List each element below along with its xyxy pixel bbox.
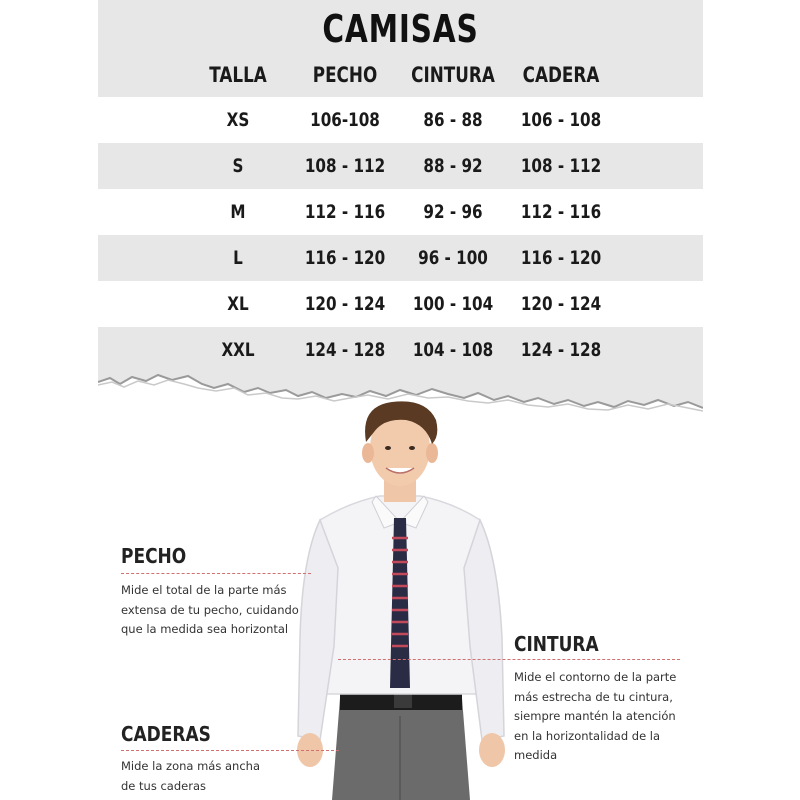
pants-shape <box>332 698 470 800</box>
cell-cintura: 88 - 92 <box>423 155 483 177</box>
pecho-guide-line <box>121 573 311 574</box>
cell-talla: XL <box>227 293 249 315</box>
cell-cintura: 92 - 96 <box>423 201 483 223</box>
cell-cadera: 112 - 116 <box>520 201 602 223</box>
cell-cadera: 108 - 112 <box>520 155 602 177</box>
cell-cintura: 86 - 88 <box>423 109 483 131</box>
pecho-title: PECHO <box>121 544 187 568</box>
header-cadera: CADERA <box>522 63 600 87</box>
cell-cintura: 96 - 100 <box>418 247 488 269</box>
model-illustration <box>280 398 520 800</box>
cell-cadera: 106 - 108 <box>520 109 602 131</box>
cell-pecho: 120 - 124 <box>304 293 386 315</box>
cell-cadera: 124 - 128 <box>520 339 602 361</box>
cintura-title: CINTURA <box>514 632 599 656</box>
cell-talla: L <box>233 247 243 269</box>
caderas-title: CADERAS <box>121 722 211 746</box>
cell-talla: S <box>232 155 244 177</box>
cell-cadera: 116 - 120 <box>520 247 602 269</box>
cell-talla: XXL <box>221 339 255 361</box>
cell-pecho: 116 - 120 <box>304 247 386 269</box>
chart-title: CAMISAS <box>322 7 479 51</box>
header-talla: TALLA <box>209 63 267 87</box>
cell-cintura: 100 - 104 <box>412 293 494 315</box>
cintura-description: Mide el contorno de la parte más estrecha de tu cintura, siempre mantén la atención en la horizontalidad de la medida <box>514 670 677 762</box>
cell-talla: XS <box>226 109 250 131</box>
cell-pecho: 106-108 <box>310 109 380 131</box>
cell-cadera: 120 - 124 <box>520 293 602 315</box>
cell-talla: M <box>230 201 246 223</box>
size-chart <box>98 0 703 420</box>
caderas-description: Mide la zona más ancha de tus caderas <box>121 759 260 793</box>
cell-pecho: 112 - 116 <box>304 201 386 223</box>
pecho-description: Mide el total de la parte más extensa de tu pecho, cuidando que la medida sea horizontal <box>121 583 299 636</box>
header-pecho: PECHO <box>312 63 378 87</box>
cintura-guide-line <box>338 659 680 660</box>
caderas-guide-line <box>121 750 339 751</box>
header-cintura: CINTURA <box>411 63 495 87</box>
cell-pecho: 124 - 128 <box>304 339 386 361</box>
cell-pecho: 108 - 112 <box>304 155 386 177</box>
cell-cintura: 104 - 108 <box>412 339 494 361</box>
